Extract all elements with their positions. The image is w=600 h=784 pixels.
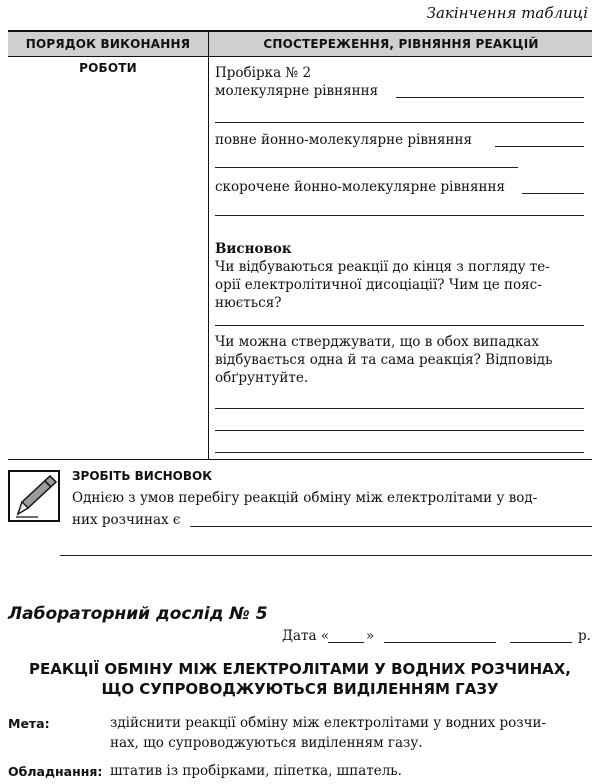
lab-experiment-title: Лабораторний дослід № 5 [8,604,268,624]
question-1-line-3: нюється? [215,295,282,311]
question-2-answer-line-1[interactable] [215,408,584,409]
question-2-answer-line-3[interactable] [215,452,584,453]
make-conclusion-heading: ЗРОБІТЬ ВИСНОВОК [72,469,213,483]
molecular-answer-line[interactable] [396,97,584,98]
date-year-suffix: р. [578,628,591,644]
equipment-text: штатив із пробірками, піпетка, шпатель. [110,763,402,779]
pencil-icon [8,470,60,522]
short-ionic-answer-line-2[interactable] [215,215,584,216]
question-1-answer-line[interactable] [215,325,584,326]
question-1-line-2: орії електролітичної дисоціації? Чим це пояс- [215,277,542,293]
date-label: Дата « [282,628,330,644]
question-2-line-1: Чи можна стверджувати, що в обох випадках [215,334,539,350]
tube-label: Пробірка № 2 [215,65,312,81]
question-1-line-1: Чи відбуваються реакції до кінця з погляду те- [215,259,550,275]
short-ionic-answer-line[interactable] [522,193,584,194]
molecular-equation-label: молекулярне рівняння [215,83,379,99]
full-ionic-equation-label: повне йонно-молекулярне рівняння [215,132,472,148]
full-ionic-answer-line-2[interactable] [215,167,518,168]
conclusion-text-line-2: них розчинах є [72,512,181,528]
question-2-line-2: відбувається одна й та сама реакція? Відповідь [215,352,553,368]
goal-text-line-1: здійснити реакції обміну між електролітами у водних розчи- [110,715,547,731]
conclusion-label: Висновок [215,241,292,257]
date-year-line[interactable] [510,642,572,643]
conclusion-answer-line-2[interactable] [60,555,592,556]
date-day-line[interactable] [328,642,364,643]
molecular-answer-line-2[interactable] [215,122,584,123]
table-caption: Закінчення таблиці [426,4,588,22]
goal-label: Мета: [8,716,50,731]
column-header-observations: СПОСТЕРЕЖЕННЯ, РІВНЯННЯ РЕАКЦІЙ [263,37,539,51]
conclusion-text-line-1: Однією з умов перебігу реакцій обміну між електролітами у вод- [72,490,538,506]
conclusion-answer-line-1[interactable] [190,526,592,527]
short-ionic-equation-label: скорочене йонно-молекулярне рівняння [215,179,506,195]
date-close-quote: » [366,628,375,644]
date-month-line[interactable] [384,642,496,643]
column-header-procedure: ПОРЯДОК ВИКОНАННЯ РОБОТИ [25,37,191,75]
table-bottom-border [8,459,592,460]
question-2-line-3: обґрунтуйте. [215,370,309,386]
column-divider [208,30,209,460]
experiment-title-line-2: ЩО СУПРОВОДЖУЮТЬСЯ ВИДІЛЕННЯМ ГАЗУ [101,680,499,698]
equipment-label: Обладнання: [8,764,103,779]
goal-text-line-2: нах, що супроводжуються виділенням газу. [110,735,423,751]
question-2-answer-line-2[interactable] [215,430,584,431]
experiment-title-line-1: РЕАКЦІЇ ОБМІНУ МІЖ ЕЛЕКТРОЛІТАМИ У ВОДНИХ РОЗЧИНАХ, [28,660,572,678]
full-ionic-answer-line[interactable] [495,146,584,147]
